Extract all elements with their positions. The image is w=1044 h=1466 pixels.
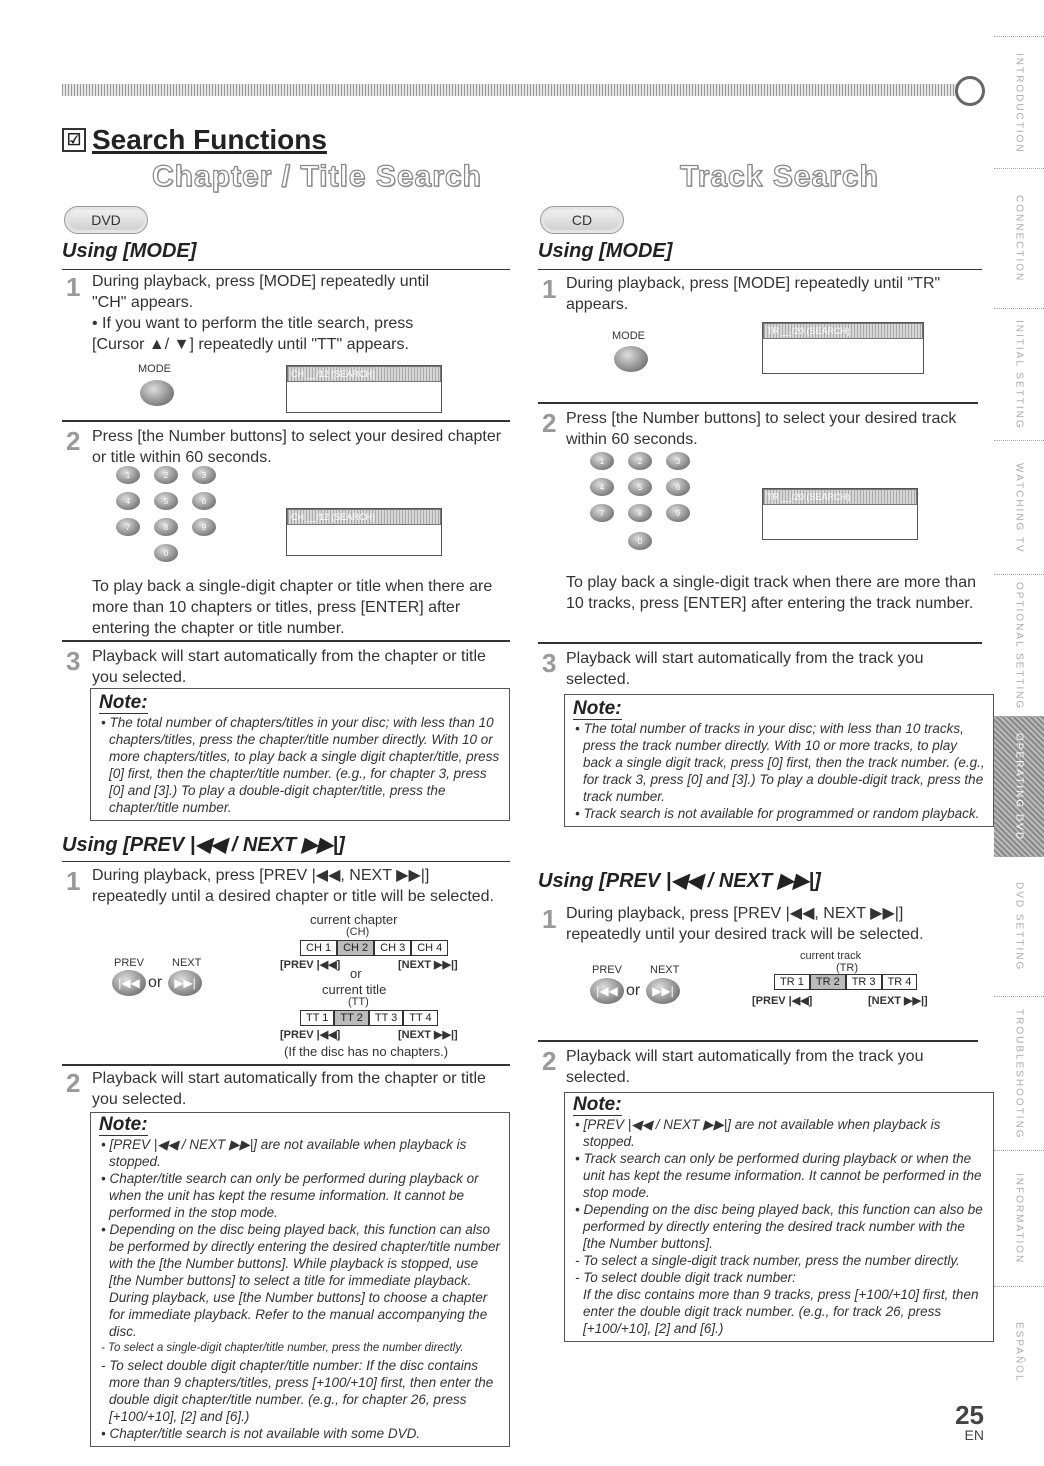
chapter-cell-current: CH 2 — [337, 940, 374, 956]
chapter-cells — [300, 940, 448, 956]
page-title: ☑ Search Functions — [62, 124, 327, 156]
or-text: or — [350, 966, 362, 981]
step-number: 3 — [542, 648, 557, 678]
prev-key-label: [PREV |◀◀] — [280, 959, 341, 971]
number-key: 8 — [628, 504, 652, 522]
tab-introduction[interactable]: INTRODUCTION — [994, 36, 1044, 169]
track-cell: TR 1 — [774, 974, 810, 990]
note-box — [564, 1092, 994, 1342]
osd-bar: TR __/20 (SEARCH) — [763, 323, 923, 339]
tab-espanol[interactable]: ESPAÑOL — [994, 1286, 1044, 1417]
number-key: 6 — [666, 478, 690, 496]
number-key: 9 — [192, 518, 216, 536]
osd-screen — [762, 322, 924, 374]
note-title: Note: — [573, 698, 622, 719]
note-item: • Depending on the disc being played back, this function can also be performed by directly entering the desired track number with the [the Number buttons]. — [575, 1202, 983, 1251]
checkbox-icon: ☑ — [62, 128, 86, 152]
note-item: • The total number of tracks in your disc; with less than 10 tracks, press the track number directly. With 10 or more tracks, to play back a single digit track, press [0] first, then the track number. (e.g., for track 3, press [0] and [3].) To play a double-digit track, press the track number. — [575, 721, 985, 804]
title-cell-current: TT 2 — [334, 1010, 368, 1026]
osd-bar: TR __/20 (SEARCH) — [763, 489, 917, 505]
track-cell-current: TR 2 — [810, 974, 846, 990]
note-item: • [PREV |◀◀ / NEXT ▶▶|] are not available when playback is stopped. — [575, 1117, 941, 1149]
note-item: • [PREV |◀◀ / NEXT ▶▶|] are not available when playback is stopped. — [101, 1137, 467, 1169]
note-item: • Chapter/title search is not available with some DVD. — [101, 1426, 421, 1441]
number-key: 2 — [628, 452, 652, 470]
next-button-icon: ▶▶| — [646, 978, 680, 1004]
prev-key-label: [PREV |◀◀] — [752, 995, 813, 1007]
using-prev-next-heading: Using [PREV |◀◀ / NEXT ▶▶|] — [538, 870, 821, 892]
divider — [62, 420, 510, 422]
track-cells — [774, 974, 917, 990]
divider — [538, 402, 978, 404]
number-key: 4 — [116, 492, 140, 510]
step-text: Playback will start automatically from the track you selected. — [566, 1048, 924, 1086]
number-key: 6 — [192, 492, 216, 510]
note-item: - To select double digit track number: — [575, 1270, 796, 1285]
number-key: 8 — [154, 518, 178, 536]
current-chapter-label: current chapter — [310, 912, 398, 927]
step-text: During playback, press [MODE] repeatedly until "TR" appears. — [566, 275, 941, 313]
using-prev-next-heading: Using [PREV |◀◀ / NEXT ▶▶|] — [62, 832, 510, 862]
step-text: During playback, press [MODE] repeatedly until "CH" appears. — [92, 273, 430, 311]
step-text: Playback will start automatically from the chapter or title you selected. — [92, 648, 486, 686]
step-number: 1 — [542, 904, 557, 934]
number-key: 1 — [590, 452, 614, 470]
or-text: or — [626, 982, 641, 999]
tab-connection[interactable]: CONNECTION — [994, 168, 1044, 309]
step-number: 1 — [66, 272, 81, 302]
track-cell: TR 3 — [846, 974, 882, 990]
osd-bar: CH __/12 (SEARCH) — [287, 509, 441, 525]
step-text: During playback, press [PREV |◀◀, NEXT ▶▶|] repeatedly until your desired track will be selected. — [566, 905, 924, 943]
title-cell: TT 4 — [403, 1010, 437, 1026]
tab-operating-dvd[interactable]: OPERATING DVD — [994, 716, 1044, 857]
note-title: Note: — [99, 1114, 148, 1135]
step-text: During playback, press [PREV |◀◀, NEXT ▶▶|] repeatedly until a desired chapter or title will be selected. — [92, 867, 494, 905]
track-search-banner: Track Search — [680, 160, 879, 193]
note-item: • Track search is not available for programmed or random playback. — [575, 806, 980, 821]
note-box — [90, 688, 510, 821]
number-key: 5 — [628, 478, 652, 496]
next-label: NEXT — [650, 964, 680, 976]
title-cell: TT 1 — [300, 1010, 334, 1026]
cd-badge: CD — [540, 206, 624, 234]
mode-label: MODE — [138, 363, 171, 375]
using-mode-heading: Using [MODE] — [538, 240, 982, 270]
prev-label: PREV — [592, 964, 622, 976]
prev-label: PREV — [114, 957, 144, 969]
step-text: Press [the Number buttons] to select your desired chapter or title within 60 seconds. — [92, 428, 502, 466]
tab-troubleshooting[interactable]: TROUBLESHOOTING — [994, 996, 1044, 1151]
mode-button-icon — [614, 346, 648, 372]
tab-optional-setting[interactable]: OPTIONAL SETTING — [994, 574, 1044, 717]
note-item: • Depending on the disc being played back, this function can also be performed by directly entering the desired chapter/title number with the [the Number buttons]. While playback is stopped, use [the Number buttons] to select a title for immediate playback. During playback, use [the Number buttons] to choose a chapter for immediate playback. Refer to the manual accompanying the disc. — [101, 1222, 500, 1339]
osd-screen — [286, 508, 442, 556]
next-key-label: [NEXT ▶▶|] — [398, 959, 458, 971]
note-item: - To select a single-digit track number, press the number directly. — [575, 1253, 960, 1268]
divider — [62, 1064, 510, 1066]
tab-dvd-setting[interactable]: DVD SETTING — [994, 856, 1044, 997]
header-rule — [62, 84, 962, 96]
no-chapters-note: (If the disc has no chapters.) — [284, 1044, 449, 1059]
note-item: If the disc contains more than 9 tracks, press [+100/+10] first, then enter the double digit track number. (e.g., for track 26, press [+100/+10], [2] and [6].) — [583, 1287, 979, 1336]
chapter-cell: CH 4 — [411, 940, 448, 956]
osd-bar: CH __/12 (SEARCH) — [287, 366, 441, 382]
step-number: 2 — [542, 1046, 557, 1076]
note-item: • The total number of chapters/titles in your disc; with less than 10 chapters/titles, press the chapter/title number directly. With 10 or more chapters/titles, to play back a single digit chapter/title, press [0] first, then the chapter/title number. (e.g., for chapter 3, press [0] and [3].) To play a double-digit chapter/title, press the chapter/title number. — [101, 715, 500, 815]
step-number: 1 — [542, 274, 557, 304]
tab-initial-setting[interactable]: INITIAL SETTING — [994, 308, 1044, 441]
chapter-title-search-banner: Chapter / Title Search — [152, 160, 482, 193]
or-text: or — [148, 974, 163, 991]
title-cell: TT 3 — [369, 1010, 403, 1026]
tab-information[interactable]: INFORMATION — [994, 1150, 1044, 1287]
note-title: Note: — [573, 1094, 622, 1115]
step-text: Playback will start automatically from the chapter or title you selected. — [92, 1070, 486, 1108]
divider — [538, 642, 982, 644]
next-label: NEXT — [172, 957, 202, 969]
tr-abbrev: (TR) — [836, 962, 858, 974]
current-track-label: current track — [800, 950, 862, 962]
note-box — [564, 694, 994, 827]
step-number: 2 — [66, 1068, 81, 1098]
tt-abbrev: (TT) — [348, 996, 369, 1008]
note-item: • Track search can only be performed during playback or when the unit has kept the resume information. It cannot be performed in the stop mode. — [575, 1151, 982, 1200]
number-key: 2 — [154, 466, 178, 484]
step-number: 1 — [66, 866, 81, 896]
number-key: 0 — [154, 544, 178, 562]
step-paragraph: To play back a single-digit chapter or title when there are more than 10 chapters or titles, press [ENTER] after entering the chapter or title number. — [92, 578, 493, 637]
dvd-badge: DVD — [64, 206, 148, 234]
number-key: 9 — [666, 504, 690, 522]
number-key: 0 — [628, 532, 652, 550]
current-title-label: current title — [322, 982, 387, 997]
step-number: 3 — [66, 646, 81, 676]
number-key: 3 — [666, 452, 690, 470]
note-item: - To select a single-digit chapter/title number, press the number directly. — [101, 1342, 464, 1354]
header-rule-end — [955, 76, 985, 106]
next-key-label: [NEXT ▶▶|] — [868, 995, 928, 1007]
step-subtext: • If you want to perform the title search, press [Cursor ▲/ ▼] repeatedly until "TT" appears. — [92, 315, 414, 353]
step-number: 2 — [542, 408, 557, 438]
number-keypad — [590, 452, 730, 552]
step-number: 2 — [66, 426, 81, 456]
osd-screen — [286, 365, 442, 413]
prev-key-label: [PREV |◀◀] — [280, 1029, 341, 1041]
number-keypad — [116, 466, 256, 566]
next-button-icon: ▶▶| — [168, 970, 202, 996]
note-box — [90, 1112, 510, 1447]
step-paragraph: To play back a single-digit track when there are more than 10 tracks, press [ENTER] after entering the track number. — [566, 574, 976, 612]
step-text: Press [the Number buttons] to select your desired track within 60 seconds. — [566, 410, 957, 448]
page-number: 25 EN — [955, 1400, 984, 1443]
note-item: • Chapter/title search can only be performed during playback or when the unit has kept the resume information. It cannot be performed in the stop mode. — [101, 1171, 479, 1220]
number-key: 3 — [192, 466, 216, 484]
prev-button-icon: |◀◀ — [590, 978, 624, 1004]
tab-watching-tv[interactable]: WATCHING TV — [994, 440, 1044, 575]
title-cells — [300, 1010, 438, 1026]
track-cell: TR 4 — [882, 974, 918, 990]
note-title: Note: — [99, 692, 148, 713]
note-item: - To select double digit chapter/title number: If the disc contains more than 9 chapters/titles, press [+100/+10] first, then enter the double digit chapter/title number. (e.g., for chapter 26, press [+100/+10], [2] and [6].) — [101, 1358, 494, 1424]
divider — [538, 1040, 978, 1042]
mode-label: MODE — [612, 330, 645, 342]
number-key: 7 — [116, 518, 140, 536]
number-key: 1 — [116, 466, 140, 484]
step-text: Playback will start automatically from the track you selected. — [566, 650, 924, 688]
next-key-label: [NEXT ▶▶|] — [398, 1029, 458, 1041]
divider — [62, 640, 510, 642]
osd-screen — [762, 488, 918, 540]
prev-button-icon: |◀◀ — [112, 970, 146, 996]
number-key: 5 — [154, 492, 178, 510]
chapter-cell: CH 1 — [300, 940, 337, 956]
using-mode-heading: Using [MODE] — [62, 240, 510, 270]
number-key: 7 — [590, 504, 614, 522]
number-key: 4 — [590, 478, 614, 496]
ch-abbrev: (CH) — [346, 926, 370, 938]
chapter-cell: CH 3 — [374, 940, 411, 956]
mode-button-icon — [140, 380, 174, 406]
language-code: EN — [964, 1427, 984, 1443]
